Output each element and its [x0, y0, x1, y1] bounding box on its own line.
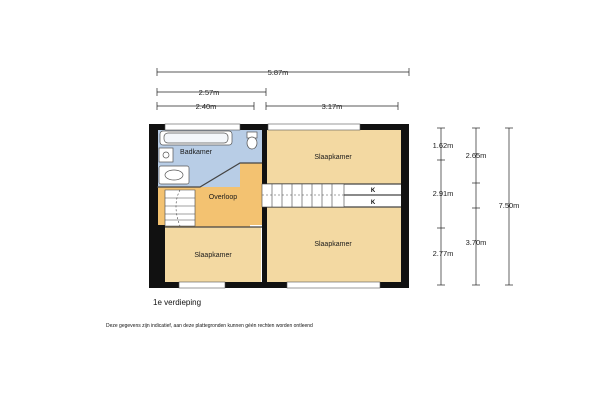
disclaimer: Deze gegevens zijn indicatief, aan deze plattegronden kunnen géén rechten worden ontleend: [106, 323, 313, 329]
sink: [159, 166, 189, 184]
label-slaapkamer-top-right: Slaapkamer: [314, 154, 352, 161]
label-slaapkamer-bottom-left: Slaapkamer: [194, 252, 232, 259]
dim-top-left-upper: 2.57m: [198, 88, 220, 97]
dim-top-right: 3.17m: [321, 102, 343, 111]
dim-top-total: 5.87m: [267, 68, 289, 77]
floor-label: 1e verdieping: [153, 298, 202, 307]
label-overloop: Overloop: [208, 194, 238, 201]
dim-top-left-lower: 2.40m: [195, 102, 217, 111]
label-slaapkamer-bottom-right: Slaapkamer: [314, 241, 352, 248]
dim-right-1: 1.62m: [432, 141, 454, 150]
dim-right-3: 2.77m: [432, 249, 454, 258]
stairs-upper: [262, 184, 344, 207]
dim-right-2: 2.91m: [432, 189, 454, 198]
dim-right-5: 3.70m: [465, 238, 487, 247]
dim-right-4: 2.65m: [465, 151, 487, 160]
toilet: [247, 132, 257, 149]
label-badkamer: Badkamer: [180, 149, 212, 156]
shower: [159, 148, 173, 162]
label-closet-2: K: [370, 200, 376, 206]
dim-right-total: 7.50m: [498, 201, 520, 210]
bathtub: [160, 131, 232, 145]
stairs-landing: [165, 190, 195, 226]
label-closet-1: K: [370, 188, 376, 194]
